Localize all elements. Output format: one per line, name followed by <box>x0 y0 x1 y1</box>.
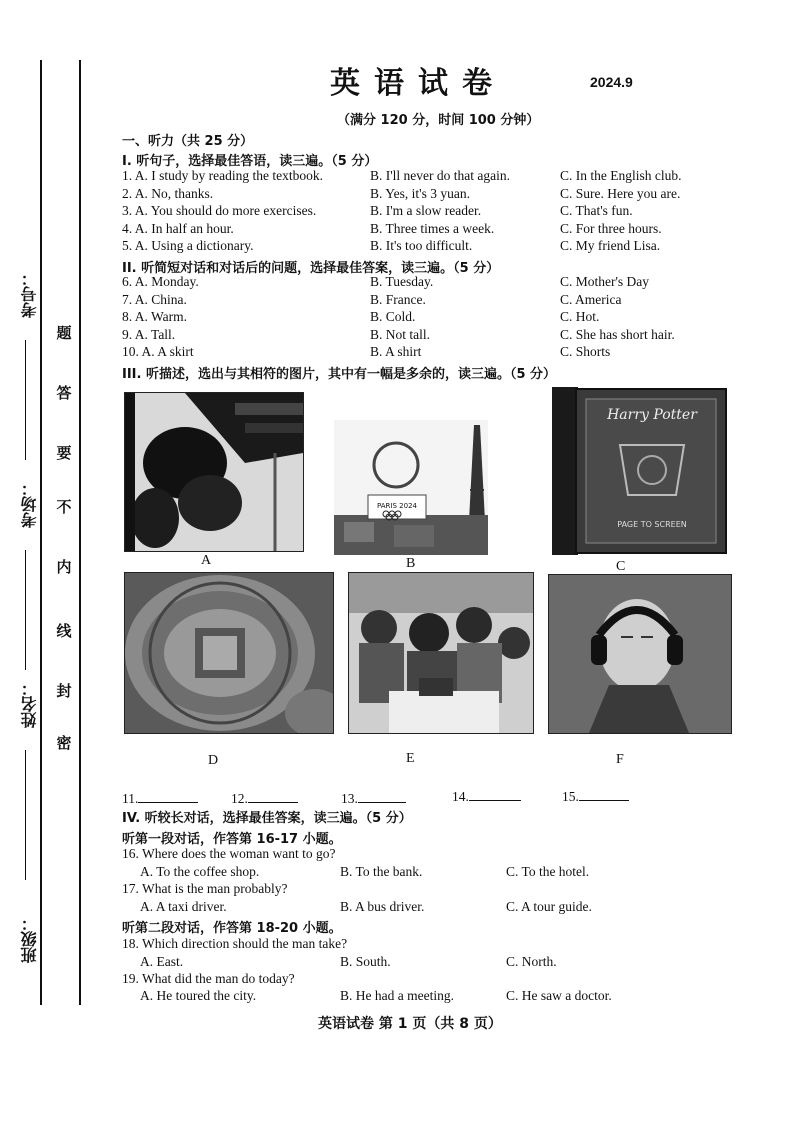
seal-word: 要 <box>56 444 72 462</box>
seal-word: 封 <box>56 682 72 700</box>
exam-no-blank <box>25 340 26 460</box>
blank-number: 14. <box>452 789 469 804</box>
option-16a[interactable]: A. To the coffee shop. <box>140 864 260 879</box>
mooncake-image <box>125 573 333 733</box>
option-b[interactable]: B. Three times a week. <box>370 220 495 236</box>
exam-subtitle: （满分 120 分，时间 100 分钟） <box>337 113 540 128</box>
option-c[interactable]: C. Sure. Here you are. <box>560 185 681 201</box>
option-c[interactable]: C. America <box>560 291 622 307</box>
book-title-text: Harry Potter <box>607 407 697 423</box>
option-18c[interactable]: C. North. <box>506 954 557 969</box>
picture-b <box>334 420 488 555</box>
blank-number: 11. <box>122 791 139 806</box>
option-b[interactable]: B. Not tall. <box>370 326 430 342</box>
blank-number: 15. <box>562 789 579 804</box>
part-heading: II. 听简短对话和对话后的问题，选择最佳答案，读三遍。（5 分） <box>122 261 500 276</box>
section-heading: 一、听力（共 25 分） <box>122 134 254 149</box>
picture-label: C <box>616 559 626 574</box>
part-heading: I. 听句子，选择最佳答语，读三遍。（5 分） <box>122 154 378 169</box>
name-label: 姓名： <box>20 680 39 728</box>
option-b[interactable]: B. Cold. <box>370 309 416 324</box>
part-heading: III. 听描述，选出与其相符的图片，其中有一幅是多余的，读三遍。（5 分） <box>122 367 557 382</box>
answer-blank-13[interactable] <box>341 790 406 807</box>
margin-line-outer <box>40 60 42 1005</box>
part-heading: IV. 听较长对话，选择最佳答案，读三遍。（5 分） <box>122 811 412 826</box>
option-16c[interactable]: C. To the hotel. <box>506 864 590 879</box>
picture-label: D <box>208 753 219 768</box>
page-footer: 英语试卷 第 1 页（共 8 页） <box>318 1016 502 1032</box>
picture-f <box>548 574 732 734</box>
answer-blank-15[interactable] <box>562 788 629 805</box>
book-image <box>550 385 728 557</box>
option-c[interactable]: C. In the English club. <box>560 168 682 183</box>
option-17b[interactable]: B. A bus driver. <box>340 899 425 914</box>
option-c[interactable]: C. Hot. <box>560 309 600 324</box>
room-blank <box>25 550 26 670</box>
answer-blank-14[interactable] <box>452 788 521 805</box>
dialog-heading: 听第一段对话，作答第 16-17 小题。 <box>122 832 342 847</box>
option-a[interactable]: 1. A. I study by reading the textbook. <box>122 168 323 183</box>
question-19: 19. What did the man do today? <box>122 971 295 986</box>
option-a[interactable]: 5. A. Using a dictionary. <box>122 238 254 253</box>
answer-blank-12[interactable] <box>231 790 298 807</box>
seal-word: 答 <box>56 384 72 402</box>
exam-date: 2024.9 <box>590 74 633 90</box>
seal-word: 不 <box>56 498 72 516</box>
blank-number: 12. <box>231 791 248 806</box>
question-18: 18. Which direction should the man take? <box>122 936 348 951</box>
picture-a <box>124 392 304 552</box>
option-a[interactable]: 9. A. Tall. <box>122 326 176 342</box>
picture-label: F <box>616 752 624 767</box>
dialog-heading: 听第二段对话，作答第 18-20 小题。 <box>122 921 342 936</box>
option-b[interactable]: B. Yes, it's 3 yuan. <box>370 185 470 201</box>
picture-label: B <box>406 556 416 571</box>
margin-line-inner <box>79 60 81 1005</box>
option-a[interactable]: 6. A. Monday. <box>122 274 199 289</box>
option-c[interactable]: C. My friend Lisa. <box>560 238 661 253</box>
room-label: 考场： <box>20 480 39 528</box>
option-b[interactable]: B. A shirt <box>370 344 422 359</box>
picture-d <box>124 572 334 734</box>
picture-label: E <box>406 751 415 766</box>
option-19c[interactable]: C. He saw a doctor. <box>506 988 612 1003</box>
option-19a[interactable]: A. He toured the city. <box>140 988 257 1003</box>
seal-word: 题 <box>56 324 72 342</box>
paris-sign-text: PARIS 2024 <box>377 502 417 510</box>
option-a[interactable]: 3. A. You should do more exercises. <box>122 203 317 218</box>
class-label: 班级： <box>20 915 39 963</box>
option-c[interactable]: C. For three hours. <box>560 220 662 236</box>
option-a[interactable]: 4. A. In half an hour. <box>122 220 234 236</box>
option-a[interactable]: 7. A. China. <box>122 291 187 307</box>
option-18a[interactable]: A. East. <box>140 954 184 969</box>
blank-number: 13. <box>341 791 358 806</box>
option-c[interactable]: C. Shorts <box>560 344 611 359</box>
option-19b[interactable]: B. He had a meeting. <box>340 988 454 1003</box>
option-c[interactable]: C. Mother's Day <box>560 274 650 289</box>
option-c[interactable]: C. That's fun. <box>560 203 633 218</box>
option-b[interactable]: B. Tuesday. <box>370 274 434 289</box>
question-16: 16. Where does the woman want to go? <box>122 846 336 861</box>
option-17a[interactable]: A. A taxi driver. <box>140 899 227 914</box>
option-a[interactable]: 8. A. Warm. <box>122 309 188 324</box>
name-blank <box>25 750 26 880</box>
headphones-image <box>549 575 731 733</box>
picture-e <box>348 572 534 734</box>
option-b[interactable]: B. France. <box>370 291 426 307</box>
picture-c <box>550 385 728 557</box>
option-a[interactable]: 2. A. No, thanks. <box>122 185 214 201</box>
question-17: 17. What is the man probably? <box>122 881 288 896</box>
seal-word: 线 <box>56 622 72 640</box>
option-b[interactable]: B. I'll never do that again. <box>370 168 511 183</box>
seal-word: 密 <box>56 734 72 752</box>
option-a[interactable]: 10. A. A skirt <box>122 344 194 359</box>
answer-blank-11[interactable] <box>122 790 198 807</box>
page-title: 英语试卷 <box>330 66 506 101</box>
option-18b[interactable]: B. South. <box>340 954 391 969</box>
book-subtitle-text: PAGE TO SCREEN <box>617 520 687 529</box>
option-b[interactable]: B. I'm a slow reader. <box>370 203 482 218</box>
picture-label: A <box>201 553 212 568</box>
lantern-image <box>125 393 303 551</box>
option-c[interactable]: C. She has short hair. <box>560 326 675 342</box>
option-b[interactable]: B. It's too difficult. <box>370 238 473 253</box>
paris-image <box>334 420 488 555</box>
seal-word: 内 <box>56 558 72 576</box>
exam-no-label: 考号： <box>20 270 39 318</box>
option-16b[interactable]: B. To the bank. <box>340 864 423 879</box>
option-17c[interactable]: C. A tour guide. <box>506 899 592 914</box>
students-image <box>349 573 533 733</box>
